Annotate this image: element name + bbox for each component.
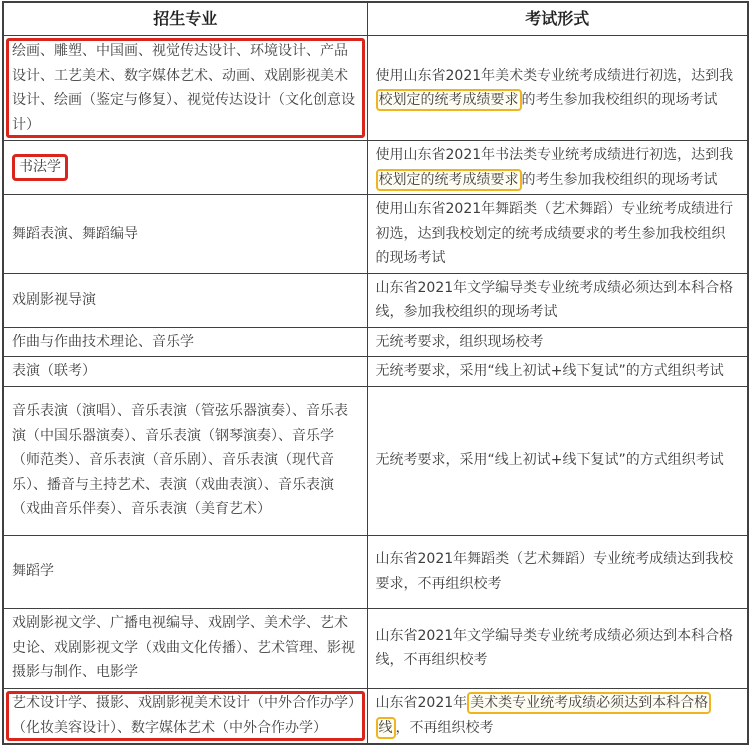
table-row xyxy=(3,608,748,688)
major-cell xyxy=(3,688,367,744)
exam-cell xyxy=(367,141,748,195)
table-row xyxy=(3,535,748,608)
exam-text: 山东省2021年文学编导类专业统考成绩必须达到本科合格线，参加我校组织的现场考试 xyxy=(375,279,734,320)
table-row xyxy=(3,36,748,141)
major-cell xyxy=(3,195,367,274)
major-text: 艺术设计学、摄影、戏剧影视美术设计（中外合作办学）（化妆美容设计）、数字媒体艺术（中外合作办学） xyxy=(12,695,355,736)
major-cell xyxy=(3,386,367,535)
table-row xyxy=(3,357,748,387)
exam-cell xyxy=(367,608,748,688)
exam-cell xyxy=(367,36,748,141)
admissions-exam-table xyxy=(2,1,749,745)
exam-text: 无统考要求，组织现场校考 xyxy=(375,333,544,350)
major-text: 音乐表演（演唱）、音乐表演（管弦乐器演奏）、音乐表演（中国乐器演奏）、音乐表演（钢琴演奏）、音乐学（师范类）、音乐表演（音乐剧）、音乐表演（现代音乐）、播音与主持艺术、表演（戏曲表演）、音乐表演（戏曲音乐伴奏）、音乐表演（美育艺术） xyxy=(12,403,348,518)
red-box-annotation xyxy=(12,154,68,180)
table-row xyxy=(3,195,748,274)
header-major: 招生专业 xyxy=(3,2,367,36)
exam-text: 山东省2021年 xyxy=(375,695,468,712)
exam-text: 山东省2021年舞蹈类（艺术舞蹈）专业统考成绩达到我校要求，不再组织校考 xyxy=(375,551,734,592)
exam-cell xyxy=(367,195,748,274)
major-text: 表演（联考） xyxy=(12,363,96,379)
exam-cell xyxy=(367,357,748,387)
highlight-annotation: 校划定的统考成绩要求 xyxy=(376,89,522,111)
major-text: 书法学 xyxy=(19,159,61,176)
exam-text: 山东省2021年文学编导类专业统考成绩必须达到本科合格线，不再组织校考 xyxy=(375,627,734,668)
exam-text: 使用山东省2021年舞蹈类（艺术舞蹈）专业统考成绩进行初选，达到我校划定的统考成绩要求的考生参加我校组织的现场考试 xyxy=(375,201,734,266)
exam-text: ，不再组织校考 xyxy=(395,719,494,736)
exam-cell xyxy=(367,273,748,327)
exam-text: 的考生参加我校组织的现场考试 xyxy=(521,92,718,108)
major-cell xyxy=(3,357,367,387)
major-cell xyxy=(3,36,367,141)
highlight-annotation: 美术类专业统考成绩必须达到本科合格线 xyxy=(376,692,712,739)
exam-cell xyxy=(367,535,748,608)
major-text: 绘画、雕塑、中国画、视觉传达设计、环境设计、产品设计、工艺美术、数字媒体艺术、动画、戏剧影视美术设计、绘画（鉴定与修复）、视觉传达设计（文化创意设计） xyxy=(12,43,355,133)
major-cell xyxy=(3,608,367,688)
exam-text: 使用山东省2021年书法类专业统考成绩进行初选，达到我 xyxy=(375,147,734,163)
exam-cell xyxy=(367,386,748,535)
major-text: 戏剧影视文学、广播电视编导、戏剧学、美术学、艺术史论、戏剧影视文学（戏曲文化传播）、艺术管理、影视摄影与制作、电影学 xyxy=(12,615,355,681)
table-row xyxy=(3,141,748,195)
major-cell xyxy=(3,535,367,608)
table-row xyxy=(3,386,748,535)
exam-cell xyxy=(367,327,748,357)
major-text: 作曲与作曲技术理论、音乐学 xyxy=(12,333,194,350)
exam-cell xyxy=(367,688,748,744)
table-row xyxy=(3,327,748,357)
major-cell xyxy=(3,327,367,357)
table-header xyxy=(3,2,748,36)
major-cell xyxy=(3,273,367,327)
highlight-annotation: 校划定的统考成绩要求 xyxy=(376,169,522,191)
major-text: 舞蹈表演、舞蹈编导 xyxy=(12,225,138,242)
exam-text: 无统考要求，采用“线上初试+线下复试”的方式组织考试 xyxy=(375,452,724,469)
table-row xyxy=(3,273,748,327)
major-text: 舞蹈学 xyxy=(12,563,54,580)
header-exam-format: 考试形式 xyxy=(367,2,748,36)
table-row xyxy=(3,688,748,744)
exam-text: 的考生参加我校组织的现场考试 xyxy=(521,171,718,188)
major-cell xyxy=(3,141,367,195)
exam-text: 使用山东省2021年美术类专业统考成绩进行初选，达到我 xyxy=(375,67,734,84)
exam-text: 无统考要求，采用“线上初试+线下复试”的方式组织考试 xyxy=(375,363,724,379)
header-row xyxy=(3,2,748,36)
major-text: 戏剧影视导演 xyxy=(12,291,96,308)
